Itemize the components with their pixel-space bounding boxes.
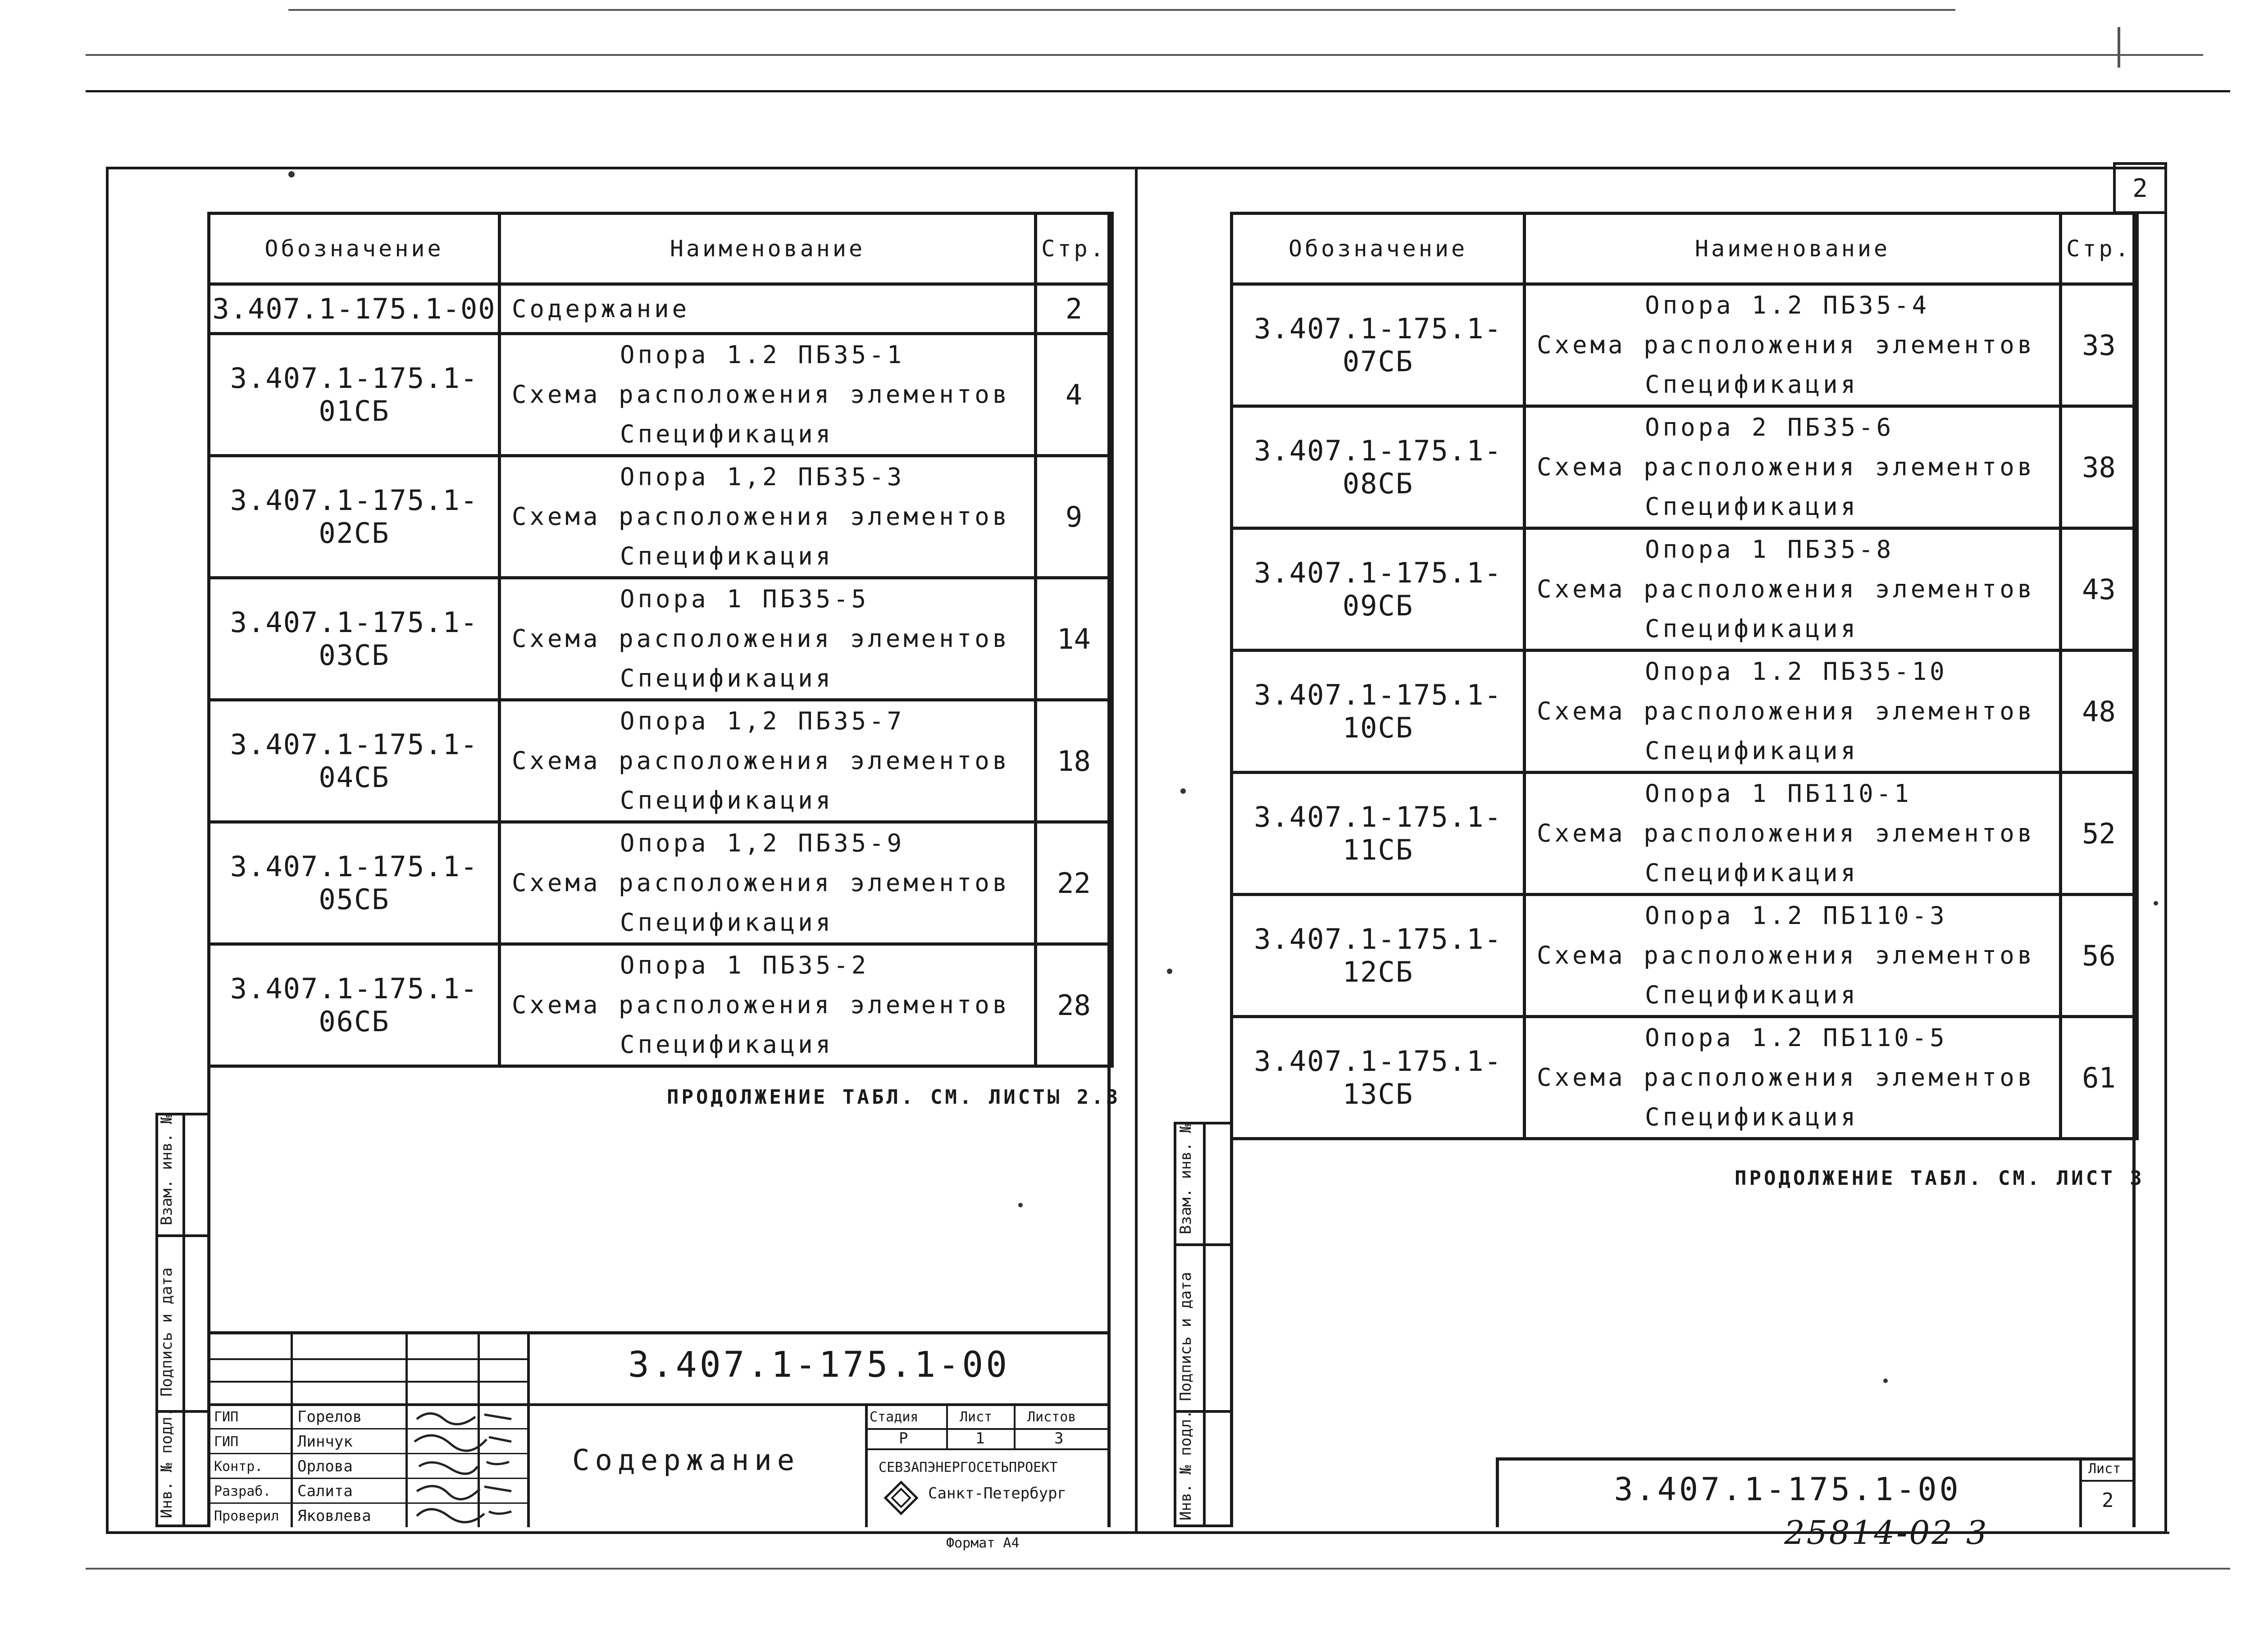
row-page: 22 — [1036, 822, 1112, 944]
header-code: Обозначение — [209, 214, 500, 284]
scan-line — [86, 54, 2203, 56]
scan-speck — [2154, 901, 2158, 906]
row-name — [1525, 284, 2061, 406]
stamp-role: ГИП — [214, 1434, 239, 1450]
row-name-line: Спецификация — [620, 1030, 834, 1059]
row-name-line: Опора 1.2 ПБ110-5 — [1645, 1024, 1948, 1052]
row-code: 3.407.1-175.1-09СБ — [1232, 528, 1525, 651]
table-row — [209, 944, 1112, 1066]
signatures — [408, 1406, 525, 1527]
left-continuation-note: ПРОДОЛЖЕНИЕ ТАБЛ. СМ. ЛИСТЫ 2.3 — [667, 1086, 1121, 1109]
row-name-line: Схема расположения элементов — [512, 991, 1011, 1019]
row-name — [1525, 1017, 2061, 1139]
row-code: 3.407.1-175.1-03СБ — [209, 578, 500, 700]
scan-line — [288, 9, 1955, 11]
row-code: 3.407.1-175.1-13СБ — [1232, 1017, 1525, 1139]
stamp-line — [291, 1331, 293, 1527]
stamp-role: ГИП — [214, 1409, 239, 1425]
row-name-line: Схема расположения элементов — [512, 624, 1011, 653]
row-name — [500, 578, 1036, 700]
side-label-inv: Инв. № подл. — [158, 1407, 176, 1518]
row-name-line: Спецификация — [620, 664, 834, 692]
row-code: 3.407.1-175.1-11СБ — [1232, 773, 1525, 895]
scan-speck — [1883, 1379, 1888, 1383]
right-stamp-doc-code: 3.407.1-175.1-00 — [1614, 1471, 1961, 1508]
scan-line — [86, 90, 2230, 92]
stamp-person: Горелов — [297, 1408, 362, 1426]
stamp-line — [946, 1403, 948, 1448]
row-name — [500, 944, 1036, 1066]
stamp-line — [865, 1448, 1111, 1450]
stamp-doc-code: 3.407.1-175.1-00 — [628, 1345, 1010, 1385]
stamp-sheets-label: Листов — [1027, 1409, 1076, 1425]
table-row — [1232, 651, 2137, 773]
stamp-line — [2079, 1480, 2136, 1482]
header-code: Обозначение — [1232, 214, 1525, 284]
row-name-line: Спецификация — [1645, 492, 1859, 521]
right-contents-table — [1230, 212, 2139, 1140]
table-row — [209, 578, 1112, 700]
row-page: 56 — [2061, 895, 2137, 1017]
table-row — [1232, 773, 2137, 895]
table-row — [1232, 406, 2137, 528]
strip-divider — [182, 1113, 185, 1527]
row-page: 18 — [1036, 700, 1112, 822]
header-name: Наименование — [1525, 214, 2061, 284]
right-stamp-sheet-label: Лист — [2088, 1461, 2121, 1477]
table-header-row — [209, 214, 1112, 284]
row-name-line: Схема расположения элементов — [1537, 331, 2036, 359]
stamp-line — [527, 1403, 1111, 1406]
stamp-city: Санкт-Петербург — [928, 1484, 1067, 1502]
row-name-line: Опора 1,2 ПБ35-9 — [620, 829, 905, 857]
scan-speck — [1018, 1203, 1023, 1207]
stamp-stage-label: Стадия — [870, 1409, 919, 1425]
side-label-sign: Подпись и дата — [1177, 1272, 1195, 1401]
row-name — [1525, 406, 2061, 528]
row-page: 2 — [1036, 284, 1112, 334]
table-row — [209, 456, 1112, 578]
row-name-line: Спецификация — [1645, 981, 1859, 1009]
stamp-person: Линчук — [297, 1433, 353, 1451]
row-name-line: Спецификация — [620, 786, 834, 815]
row-code: 3.407.1-175.1-12СБ — [1232, 895, 1525, 1017]
row-name-line: Схема расположения элементов — [1537, 697, 2036, 725]
row-name-line: Схема расположения элементов — [1537, 819, 2036, 847]
row-code: 3.407.1-175.1-04СБ — [209, 700, 500, 822]
stamp-person: Яковлева — [297, 1507, 371, 1525]
row-name-line: Спецификация — [1645, 614, 1859, 643]
table-row — [1232, 284, 2137, 406]
row-name-line: Схема расположения элементов — [512, 380, 1011, 409]
row-name-line: Опора 1,2 ПБ35-3 — [620, 463, 905, 491]
row-page: 9 — [1036, 456, 1112, 578]
right-stamp-sheet: 2 — [2102, 1489, 2114, 1512]
row-name-line: Схема расположения элементов — [1537, 941, 2036, 969]
row-name — [500, 822, 1036, 944]
row-name-line: Спецификация — [620, 542, 834, 570]
format-label: Формат А4 — [946, 1535, 1020, 1551]
row-page: 52 — [2061, 773, 2137, 895]
bottom-line — [86, 1568, 2230, 1570]
row-name-line: Схема расположения элементов — [1537, 575, 2036, 603]
stamp-org: СЕВЗАПЭНЕРГОСЕТЬПРОЕКТ — [879, 1460, 1058, 1475]
row-page: 33 — [2061, 284, 2137, 406]
org-logo-icon — [883, 1480, 919, 1516]
row-name-line: Опора 1 ПБ35-8 — [1645, 535, 1895, 564]
strip-divider — [1203, 1122, 1206, 1527]
row-name-line: Спецификация — [1645, 370, 1859, 399]
stamp-stage: Р — [899, 1429, 908, 1447]
row-name-line: Опора 1 ПБ35-2 — [620, 951, 870, 979]
row-page: 48 — [2061, 651, 2137, 773]
row-name-line: Спецификация — [620, 420, 834, 448]
scan-line — [2118, 27, 2120, 68]
row-code: 3.407.1-175.1-02СБ — [209, 456, 500, 578]
row-name — [1525, 528, 2061, 651]
row-name-line: Схема расположения элементов — [512, 502, 1011, 531]
row-name — [500, 334, 1036, 456]
stamp-role: Разраб. — [214, 1484, 271, 1499]
row-name-line: Спецификация — [1645, 737, 1859, 765]
row-name — [1525, 895, 2061, 1017]
side-label-inv: Инв. № подл. — [1177, 1410, 1195, 1520]
row-name-line: Схема расположения элементов — [512, 869, 1011, 897]
header-page: Стр. — [1036, 214, 1112, 284]
side-label-replace: Взам. инв. № — [1177, 1124, 1195, 1234]
row-code: 3.407.1-175.1-01СБ — [209, 334, 500, 456]
row-page: 61 — [2061, 1017, 2137, 1139]
stamp-line — [2079, 1457, 2082, 1527]
stamp-person: Орлова — [297, 1457, 353, 1475]
row-page: 43 — [2061, 528, 2137, 651]
table-row — [1232, 895, 2137, 1017]
archive-number: 25814-02 3 — [1784, 1514, 1989, 1552]
row-name-line: Спецификация — [1645, 1103, 1859, 1131]
right-continuation-note: ПРОДОЛЖЕНИЕ ТАБЛ. СМ. ЛИСТ 3 — [1735, 1167, 2145, 1190]
stamp-title: Содержание — [572, 1444, 800, 1477]
row-name — [1525, 773, 2061, 895]
row-name-line: Опора 1,2 ПБ35-7 — [620, 707, 905, 735]
scan-speck — [1167, 969, 1172, 974]
row-name-line: Опора 1 ПБ35-5 — [620, 585, 870, 613]
row-code: 3.407.1-175.1-00 — [209, 284, 500, 334]
table-row — [209, 284, 1112, 334]
row-name-line: Спецификация — [1645, 859, 1859, 887]
table-row — [1232, 1017, 2137, 1139]
side-label-replace: Взам. инв. № — [158, 1115, 176, 1225]
stamp-line — [1014, 1403, 1016, 1448]
table-row — [209, 700, 1112, 822]
stamp-sheet: 1 — [975, 1429, 985, 1447]
row-page: 28 — [1036, 944, 1112, 1066]
row-page: 14 — [1036, 578, 1112, 700]
sheet-number-box: 2 — [2113, 162, 2167, 214]
stamp-sheet-label: Лист — [960, 1409, 993, 1425]
left-contents-table — [207, 212, 1114, 1068]
row-code: 3.407.1-175.1-10СБ — [1232, 651, 1525, 773]
stamp-role: Контр. — [214, 1459, 263, 1475]
row-name-line: Опора 1.2 ПБ110-3 — [1645, 901, 1948, 930]
row-page: 4 — [1036, 334, 1112, 456]
row-name-line: Схема расположения элементов — [512, 746, 1011, 775]
stamp-role: Проверил — [214, 1508, 279, 1524]
row-name-line: Опора 1 ПБ110-1 — [1645, 779, 1912, 808]
row-name — [500, 700, 1036, 822]
row-name-line: Схема расположения элементов — [1537, 1063, 2036, 1092]
row-name — [500, 284, 1036, 334]
table-row — [209, 822, 1112, 944]
scan-speck — [288, 171, 295, 177]
row-name-line: Опора 1.2 ПБ35-4 — [1645, 291, 1930, 319]
side-label-sign: Подпись и дата — [158, 1267, 176, 1397]
row-code: 3.407.1-175.1-08СБ — [1232, 406, 1525, 528]
row-page: 38 — [2061, 406, 2137, 528]
row-code: 3.407.1-175.1-06СБ — [209, 944, 500, 1066]
stamp-sheets: 3 — [1054, 1429, 1064, 1447]
table-header-row — [1232, 214, 2137, 284]
row-name — [500, 456, 1036, 578]
row-name-line: Схема расположения элементов — [1537, 453, 2036, 481]
header-name: Наименование — [500, 214, 1036, 284]
row-name-line: Опора 2 ПБ35-6 — [1645, 413, 1895, 441]
row-name-line: Опора 1.2 ПБ35-1 — [620, 341, 905, 369]
stamp-line — [865, 1403, 868, 1527]
row-code: 3.407.1-175.1-05СБ — [209, 822, 500, 944]
scan-speck — [1180, 788, 1186, 794]
row-name — [1525, 651, 2061, 773]
row-code: 3.407.1-175.1-07СБ — [1232, 284, 1525, 406]
row-name-line: Содержание — [512, 294, 690, 323]
header-page: Стр. — [2061, 214, 2137, 284]
row-name-line: Спецификация — [620, 908, 834, 937]
table-row — [1232, 528, 2137, 651]
row-name-line: Опора 1.2 ПБ35-10 — [1645, 657, 1948, 686]
table-row — [209, 334, 1112, 456]
stamp-person: Салита — [297, 1482, 353, 1500]
